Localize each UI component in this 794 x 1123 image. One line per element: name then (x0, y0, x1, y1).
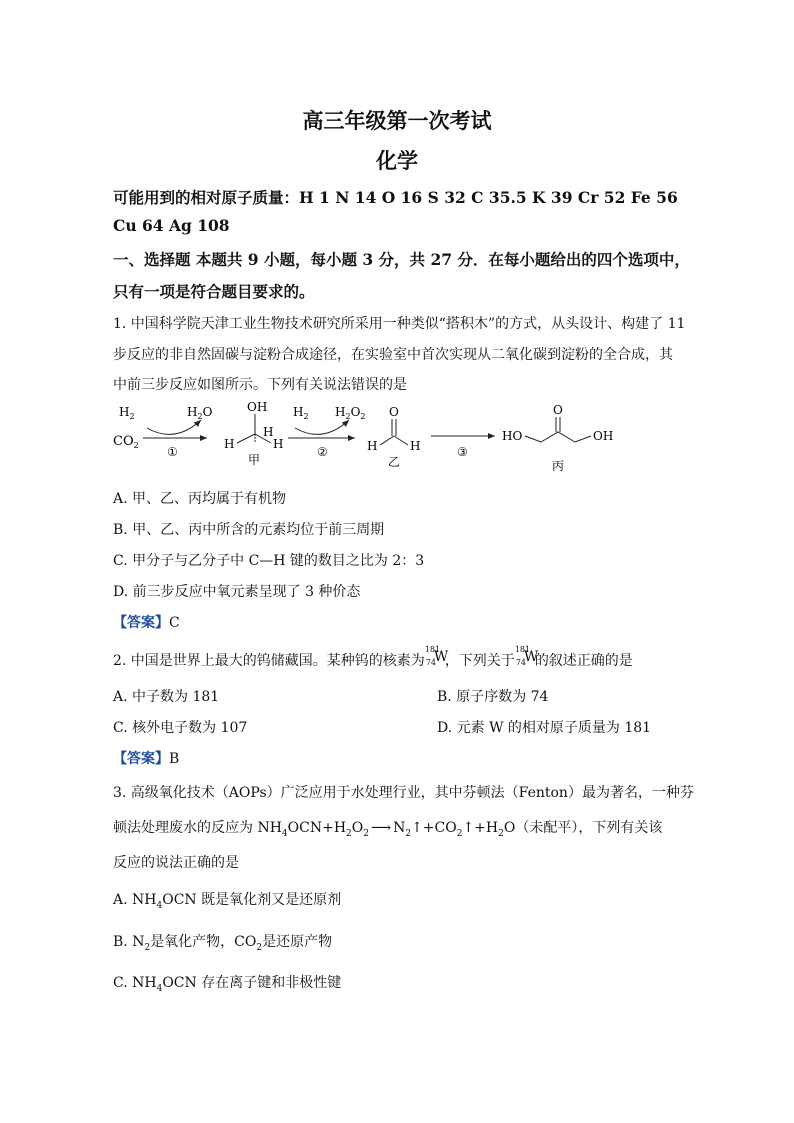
q1-option-b: B. 甲、乙、丙中所含的元素均位于前三周期 (113, 522, 385, 538)
q1-stem-line2: 步反应的非自然固碳与淀粉合成途径，在实验室中首次实现从二氧化碳到淀粉的全合成，其 (113, 347, 673, 363)
methanol-h-left: H (224, 437, 235, 451)
h2o-byproduct: $H_2O$ (187, 405, 213, 421)
reaction-arrow: ⟶ (371, 820, 392, 836)
q2-option-a: A. 中子数为 181 (113, 689, 220, 705)
formaldehyde-h-left: H (367, 439, 378, 453)
step2-label: ② (317, 445, 328, 459)
section-heading-line2: 只有一项是符合题目要求的。 (113, 282, 315, 301)
q1-option-c: C. 甲分子与乙分子中 C—H 键的数目之比为 2：3 (113, 553, 425, 569)
q2-stem: 2. 中国是世界上最大的钨储藏国。某种钨的核素为 181 74 W ，下列关于 181 74 W 的叙述正确的是 (113, 645, 633, 669)
q3-stem-line1: 3. 高级氧化技术（AOPs）广泛应用于水处理行业，其中芬顿法（Fenton）最为著名，一种芬 (113, 785, 694, 801)
section-heading-line1: 一、选择题 本题共 9 小题，每小题 3 分，共 27 分．在每小题给出的四个选项中， (113, 250, 690, 269)
formaldehyde-h-right: H (410, 439, 421, 453)
q2-option-b: B. 原子序数为 74 (437, 689, 549, 705)
co2-label: $CO_2$ (113, 434, 139, 450)
q3-option-b: B. $N_2$是氧化产物，$CO_2$是还原产物 (113, 934, 333, 953)
subject-title: 化学 (376, 148, 418, 173)
compound-bing-label: 丙 (552, 459, 565, 473)
compound-yi-label: 乙 (388, 455, 401, 469)
nuclide-symbol: 181 74 W (514, 645, 539, 667)
dihydroxyacetone-o: O (553, 403, 563, 417)
step1-label: ① (167, 445, 178, 459)
dihydroxyacetone-oh: OH (593, 429, 614, 443)
q2-option-d: D. 元素 W 的相对原子质量为 181 (437, 720, 652, 736)
atomic-masses-line1: 可能用到的相对原子质量：H 1 N 14 O 16 S 32 C 35.5 K 39 Cr 52 Fe 56 (113, 188, 678, 207)
methanol-h-top: H (263, 425, 274, 439)
methanol-h-right: H (273, 437, 284, 451)
answer-value: C (169, 615, 180, 631)
q1-option-a: A. 甲、乙、丙均属于有机物 (113, 491, 287, 507)
answer-tag: 【答案】 (113, 751, 169, 767)
formaldehyde-o: O (389, 405, 399, 419)
curved-arrow-step2 (295, 420, 349, 434)
q1-stem-line1: 1. 中国科学院天津工业生物技术研究所采用一种类似“搭积木”的方式，从头设计、构建了 11 (113, 316, 686, 332)
curved-arrow-step1 (147, 420, 201, 434)
q3-option-c: C. $NH_4OCN$ 存在离子键和非极性键 (113, 975, 342, 994)
q1-answer (113, 612, 180, 632)
h2o2-byproduct: $H_2O_2$ (335, 405, 366, 421)
answer-tag: 【答案】 (113, 615, 169, 631)
q2-answer (113, 748, 179, 768)
q1-option-d: D. 前三步反应中氧元素呈现了 3 种价态 (113, 584, 361, 600)
answer-value: B (169, 751, 180, 767)
nuclide-symbol: 181 74 W (424, 645, 449, 667)
exam-title: 高三年级第一次考试 (302, 108, 492, 133)
q3-option-a: A. $NH_4OCN$ 既是氧化剂又是还原剂 (113, 892, 342, 911)
q1-stem-line3: 中前三步反应如图所示。下列有关说法错误的是 (113, 377, 407, 393)
dihydroxyacetone-ho: HO (502, 429, 523, 443)
h2-reagent-2: $H_2$ (293, 405, 309, 421)
atomic-masses-line2: Cu 64 Ag 108 (113, 216, 230, 235)
q3-stem-line2: 顿法处理废水的反应为 $NH_4OCN+H_2O_2$ ⟶ $N_2↑+CO_2↑+H_2O$（未配平），下列有关该 (113, 820, 663, 839)
methanol-oh: OH (247, 400, 268, 414)
q2-option-c: C. 核外电子数为 107 (113, 720, 248, 736)
step3-label: ③ (457, 445, 468, 459)
h2-reagent-1: $H_2$ (119, 405, 135, 421)
q3-stem-line3: 反应的说法正确的是 (113, 855, 239, 871)
compound-jia-label: 甲 (248, 453, 261, 467)
reaction-scheme (105, 398, 645, 480)
